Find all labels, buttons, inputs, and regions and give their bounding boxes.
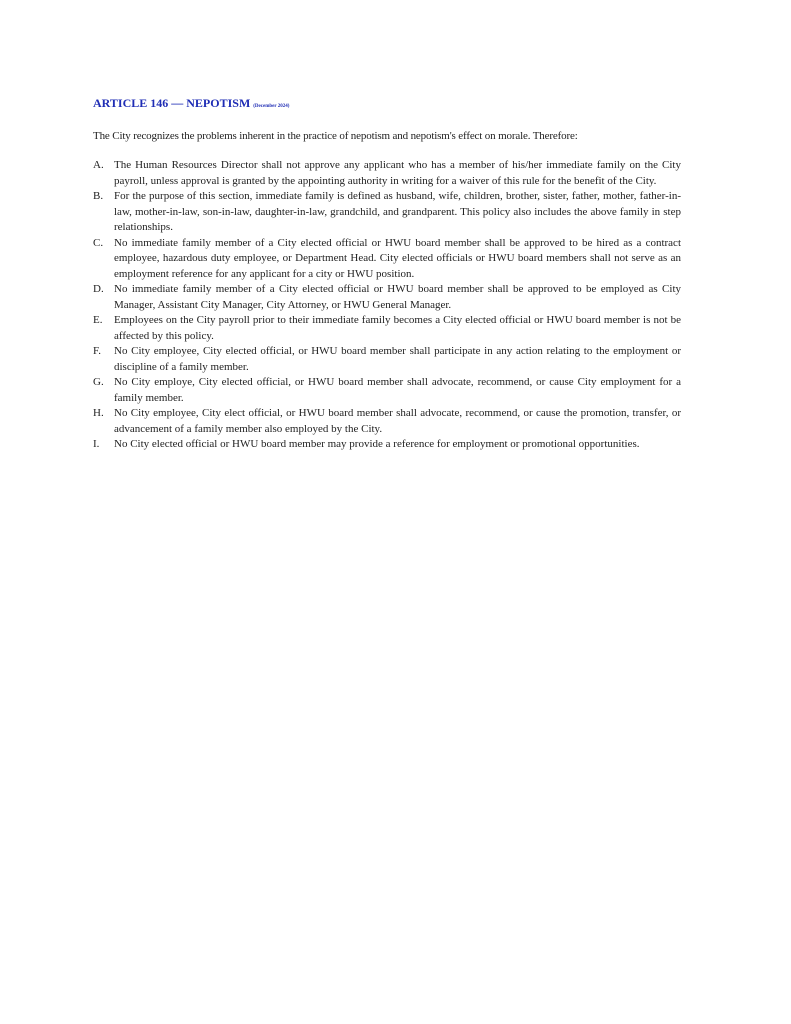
list-item-text: The Human Resources Director shall not approve any applicant who has a member of his/her immediate family on the City payroll, unless approval is granted by the appointing authority in writing for a waiver of this rule for the benefit of the City. [114, 159, 681, 187]
list-item-text: No City employee, City elected official, or HWU board member shall participate in any action relating to the employment or discipline of a family member. [114, 345, 681, 373]
policy-list [93, 158, 681, 453]
list-item [93, 282, 681, 313]
article-title-main: ARTICLE 146 — NEPOTISM [93, 96, 254, 110]
list-item-marker: C. [93, 236, 104, 249]
list-item-text: No City employe, City elected official, or HWU board member shall advocate, recommend, or cause City employment for a family member. [114, 376, 681, 404]
list-item-text: No immediate family member of a City elected official or HWU board member shall be approved to be employed as City Manager, Assistant City Manager, City Attorney, or HWU General Manager. [114, 283, 681, 311]
list-item [93, 189, 681, 236]
article-title [93, 96, 681, 114]
article-date: (December 2024) [253, 104, 290, 109]
document-content [93, 96, 681, 453]
list-item-marker: F. [93, 345, 101, 357]
list-item-text: No City elected official or HWU board member may provide a reference for employment or promotional opportunities. [114, 438, 640, 450]
list-item [93, 375, 681, 406]
list-item-text: For the purpose of this section, immediate family is defined as husband, wife, children, brother, sister, father, mother, father-in-law, mother-in-law, son-in-law, daughter-in-law, grandchild, and grandparent. This policy also includes the above family in step relationships. [114, 190, 681, 233]
list-item [93, 158, 681, 189]
list-item-marker: I. [93, 438, 100, 450]
intro-paragraph: The City recognizes the problems inherent in the practice of nepotism and nepotism's effect on morale. Therefore: [93, 130, 578, 142]
list-item-marker: E. [93, 314, 103, 326]
list-item-text: No immediate family member of a City elected official or HWU board member shall be approved to be hired as a contract employee, hazardous duty employee, or Department Head. City elected officials or HWU board members shall not serve as an employment reference for any applicant for a city or HWU position. [114, 236, 681, 280]
list-item [93, 437, 681, 453]
list-item [93, 344, 681, 375]
list-item-marker: G. [93, 376, 104, 388]
list-item-marker: H. [93, 407, 104, 419]
list-item-marker: D. [93, 283, 104, 295]
list-item-text: Employees on the City payroll prior to their immediate family becomes a City elected official or HWU board member is not be affected by this policy. [114, 314, 681, 342]
list-item [93, 313, 681, 344]
list-item [93, 236, 681, 283]
list-item-text: No City employee, City elect official, or HWU board member shall advocate, recommend, or cause the promotion, transfer, or advancement of a family member also employed by the City. [114, 407, 681, 435]
list-item-marker: B. [93, 190, 104, 202]
list-item [93, 406, 681, 437]
list-item-marker: A. [93, 159, 104, 171]
